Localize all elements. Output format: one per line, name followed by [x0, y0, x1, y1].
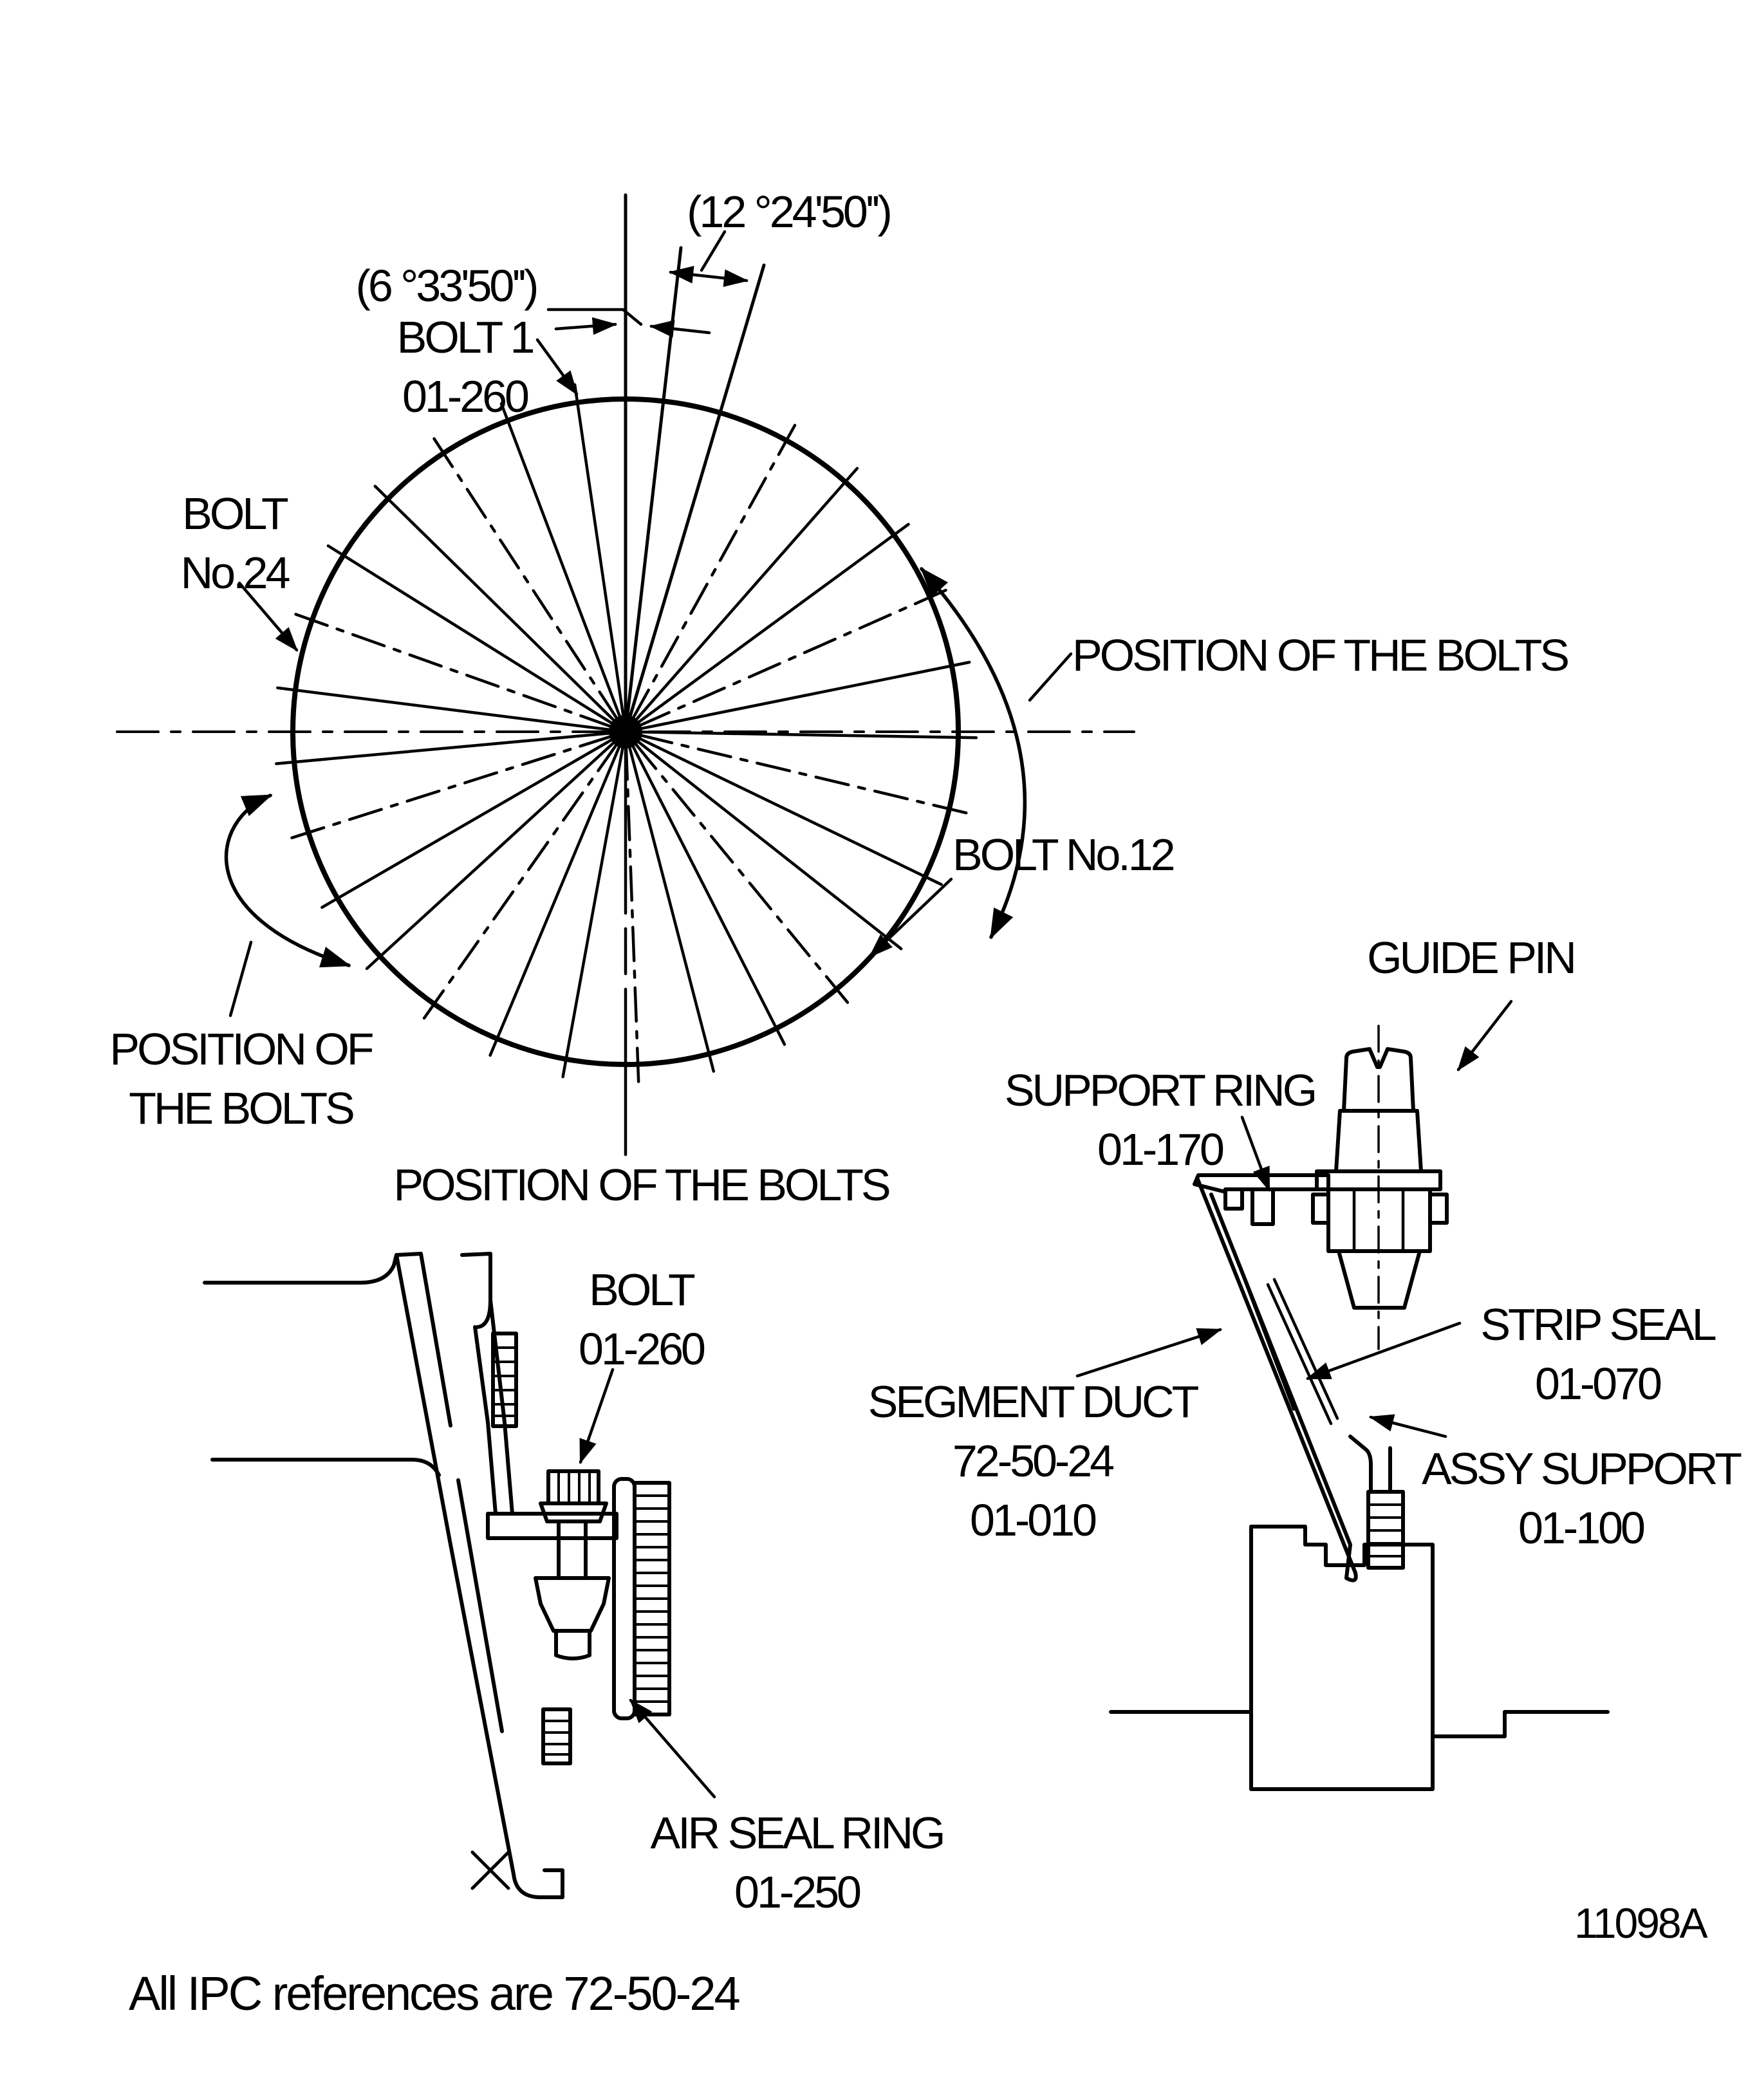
position-left-line1: POSITION OF: [109, 1024, 372, 1074]
bolt12-arrow: [870, 879, 951, 956]
bolt-label-arrow: [581, 1370, 613, 1462]
section-bolt-line1: BOLT: [589, 1265, 693, 1315]
assy-support-detail: [1350, 1436, 1390, 1492]
bolt1-line1: BOLT 1: [396, 312, 533, 362]
section-bolt-ref: 01-260: [579, 1324, 703, 1374]
position-bottom-label: POSITION OF THE BOLTS: [393, 1160, 889, 1210]
bolt12-label: BOLT No.12: [953, 830, 1173, 880]
segment-duct-line1: SEGMENT DUCT: [868, 1377, 1197, 1427]
bolt24-line1: BOLT: [182, 488, 286, 539]
strip-seal-line1: STRIP SEAL: [1480, 1299, 1715, 1350]
segment-duct-ref1: 72-50-24: [952, 1436, 1113, 1486]
air-seal-ref: 01-250: [734, 1867, 859, 1917]
angle-small-label: (6 °33'50''): [355, 261, 537, 311]
strip-seal-detail: [1268, 1279, 1337, 1424]
guide-pin-label: GUIDE PIN: [1367, 933, 1574, 983]
position-left-line2: THE BOLTS: [129, 1083, 353, 1133]
air-seal-line1: AIR SEAL RING: [650, 1808, 944, 1858]
position-right-leader: [1030, 654, 1071, 700]
bolt-circle-diagram: [117, 195, 1134, 1155]
strip-seal-label: [1480, 1295, 1714, 1413]
segment-duct-ref2: 01-010: [970, 1495, 1095, 1545]
support-ring-label: [1005, 1061, 1315, 1179]
dim-arrow-large: [671, 272, 747, 281]
air-seal-ring-label: [651, 1803, 944, 1922]
segment-duct-arrow: [1077, 1330, 1220, 1376]
strip-seal-ref: 01-070: [1535, 1359, 1660, 1409]
cut-mark: [472, 1852, 508, 1888]
support-ring-ref: 01-170: [1097, 1124, 1222, 1175]
figure-code: 11098A: [1574, 1899, 1706, 1947]
section-bolt-label: [579, 1260, 703, 1379]
bolt1-label: [397, 308, 533, 426]
segment-duct-detail: [1197, 1178, 1355, 1573]
bolt24-label: [181, 484, 288, 602]
angle-large-label: (12 °24'50''): [687, 187, 890, 237]
bolt1-ref: 01-260: [402, 371, 527, 422]
offset-line-6deg: [626, 248, 681, 732]
position-right-label: POSITION OF THE BOLTS: [1072, 630, 1568, 680]
base-block: [1251, 1527, 1433, 1789]
position-left-leader: [230, 942, 251, 1016]
ground-line: [1111, 1712, 1608, 1736]
strip-seal-arrow: [1308, 1323, 1460, 1379]
assy-support-label: [1422, 1439, 1740, 1557]
air-seal-ring-detail: [614, 1479, 669, 1718]
support-ring-line1: SUPPORT RING: [1004, 1065, 1315, 1115]
segment-duct-label: [868, 1372, 1197, 1550]
dim-arrow-small-left: [556, 324, 615, 329]
bolt24-line2: No.24: [180, 548, 288, 598]
offset-line-12deg: [626, 265, 764, 732]
assy-support-ref: 01-100: [1518, 1503, 1643, 1553]
assy-support-arrow: [1371, 1417, 1446, 1436]
guide-pin-arrow: [1458, 1001, 1511, 1070]
air-seal-arrow: [631, 1700, 714, 1797]
bolt-detail: [535, 1471, 609, 1659]
bolt1-arrow: [537, 340, 577, 394]
footer-note: All IPC references are 72-50-24: [129, 1967, 739, 2020]
assy-support-line1: ASSY SUPPORT: [1421, 1444, 1740, 1494]
position-left-label: [109, 1019, 371, 1138]
dim-arrow-small-right: [651, 326, 709, 333]
